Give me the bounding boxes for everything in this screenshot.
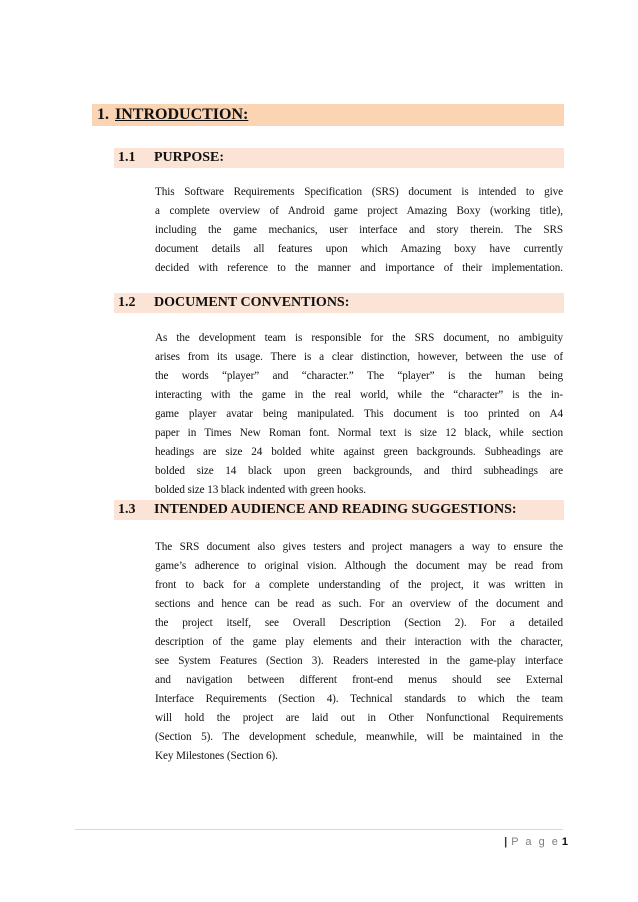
text-line: bolded size 14 black upon green backgrounds, and third subheadings are: [155, 465, 563, 477]
text-line: game player avatar being manipulated. This document is too printed on A4: [155, 408, 563, 420]
text-line: bolded size 13 black indented with green hooks.: [155, 484, 366, 496]
text-line: headings are size 24 bolded white against green backgrounds. Subheadings are: [155, 446, 563, 458]
text-line: will hold the project are laid out in Other Nonfunctional Requirements: [155, 712, 563, 724]
text-line: and navigation between different front-end menus should see External: [155, 674, 563, 686]
text-line: arises from its usage. There is a clear distinction, however, between the use of: [155, 351, 563, 363]
text-line: the words “player” and “character.” The “player” is the human being: [155, 370, 563, 382]
text-line: This Software Requirements Specification (SRS) document is intended to give: [155, 186, 563, 198]
footer-separator: |: [504, 836, 508, 848]
text-line: Key Milestones (Section 6).: [155, 750, 278, 762]
text-line: including the game mechanics, user interface and story therein. The SRS: [155, 224, 563, 236]
subheading-intended-audience: [114, 500, 564, 520]
text-line: interacting with the game in the real world, while the “character” is the in-: [155, 389, 563, 401]
subheading-document-conventions: [114, 293, 564, 313]
footer-page-label: P a g e: [511, 836, 560, 848]
text-line: front to back for a complete understanding of the project, it was written in: [155, 579, 563, 591]
text-line: document details all features upon which Amazing boxy have currently: [155, 243, 563, 255]
page-footer: [504, 836, 568, 848]
subheading-number: 1.3: [118, 502, 136, 517]
paragraph-intended-audience: [155, 538, 563, 766]
heading-introduction: [92, 104, 564, 126]
text-line: see System Features (Section 3). Readers interested in the game-play interface: [155, 655, 563, 667]
text-line: a complete overview of Android game project Amazing Boxy (working title),: [155, 205, 563, 217]
subheading-number: 1.1: [118, 150, 136, 165]
subheading-number: 1.2: [118, 295, 136, 310]
footer-divider: [75, 829, 563, 830]
subheading-purpose: [114, 148, 564, 168]
paragraph-document-conventions: [155, 329, 563, 500]
text-line: As the development team is responsible for the SRS document, no ambiguity: [155, 332, 563, 344]
text-line: paper in Times New Roman font. Normal text is size 12 black, while section: [155, 427, 563, 439]
subheading-title: INTENDED AUDIENCE AND READING SUGGESTIONS:: [154, 502, 517, 517]
subheading-title: PURPOSE:: [154, 150, 224, 165]
text-line: The SRS document also gives testers and project managers a way to ensure the: [155, 541, 563, 553]
paragraph-purpose: [155, 183, 563, 278]
text-line: sections and hence can be read as such. For an overview of the document and: [155, 598, 563, 610]
text-line: Interface Requirements (Section 4). Technical standards to which the team: [155, 693, 563, 705]
text-line: decided with reference to the manner and importance of their implementation.: [155, 262, 563, 274]
heading-number: 1.: [97, 106, 109, 123]
text-line: game’s adherence to original vision. Although the document may be read from: [155, 560, 563, 572]
text-line: description of the game play elements and their interaction with the character,: [155, 636, 563, 648]
text-line: (Section 5). The development schedule, meanwhile, will be maintained in the: [155, 731, 563, 743]
text-line: the project itself, see Overall Description (Section 2). For a detailed: [155, 617, 563, 629]
subheading-title: DOCUMENT CONVENTIONS:: [154, 295, 350, 310]
heading-title: INTRODUCTION:: [115, 106, 249, 123]
footer-page-number: 1: [561, 836, 568, 848]
